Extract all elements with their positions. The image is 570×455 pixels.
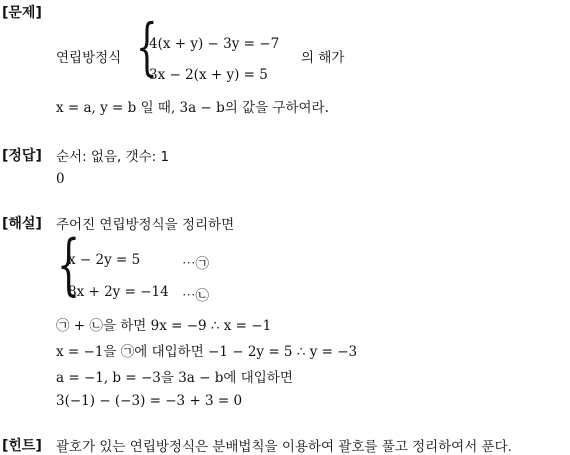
system-suffix: 의 해가 xyxy=(301,50,345,66)
answer-meta: 순서: 없음, 갯수: 1 xyxy=(56,149,170,165)
solution-tag: [해설] xyxy=(2,216,42,232)
solution-step-3: a = −1, b = −3을 3a − b에 대입하면 xyxy=(56,370,293,386)
solution-step-4: 3(−1) − (−3) = −3 + 3 = 0 xyxy=(56,393,243,409)
equation-1: 4(x + y) − 3y = −7 xyxy=(149,36,280,52)
solution-step-2: x = −1을 ㉠에 대입하면 −1 − 2y = 5 ∴ y = −3 xyxy=(56,344,358,360)
problem-tag: [문제] xyxy=(2,5,42,21)
solution-intro: 주어진 연립방정식을 정리하면 xyxy=(56,217,235,233)
left-brace-icon: { xyxy=(136,10,158,83)
answer-value: 0 xyxy=(56,171,65,187)
equation-2: 3x − 2(x + y) = 5 xyxy=(149,67,268,83)
answer-tag: [정답] xyxy=(2,148,42,164)
system-eq-1: x − 2y = 5 xyxy=(68,252,141,268)
circled-1-marker: ⋯㉠ xyxy=(182,256,209,272)
hint-tag: [힌트] xyxy=(2,438,42,454)
system-label: 연립방정식 xyxy=(56,50,122,66)
hint-text: 괄호가 있는 연립방정식은 분배법칙을 이용하여 괄호를 풀고 정리하여서 푼다. xyxy=(56,439,512,455)
system-eq-2: 8x + 2y = −14 xyxy=(68,284,169,300)
problem-question: x = a, y = b 일 때, 3a − b의 값을 구하여라. xyxy=(56,100,329,116)
left-brace-icon: { xyxy=(57,226,81,303)
circled-2-marker: ⋯㉡ xyxy=(182,288,209,304)
solution-step-1: ㉠ + ㉡을 하면 9x = −9 ∴ x = −1 xyxy=(56,318,272,334)
